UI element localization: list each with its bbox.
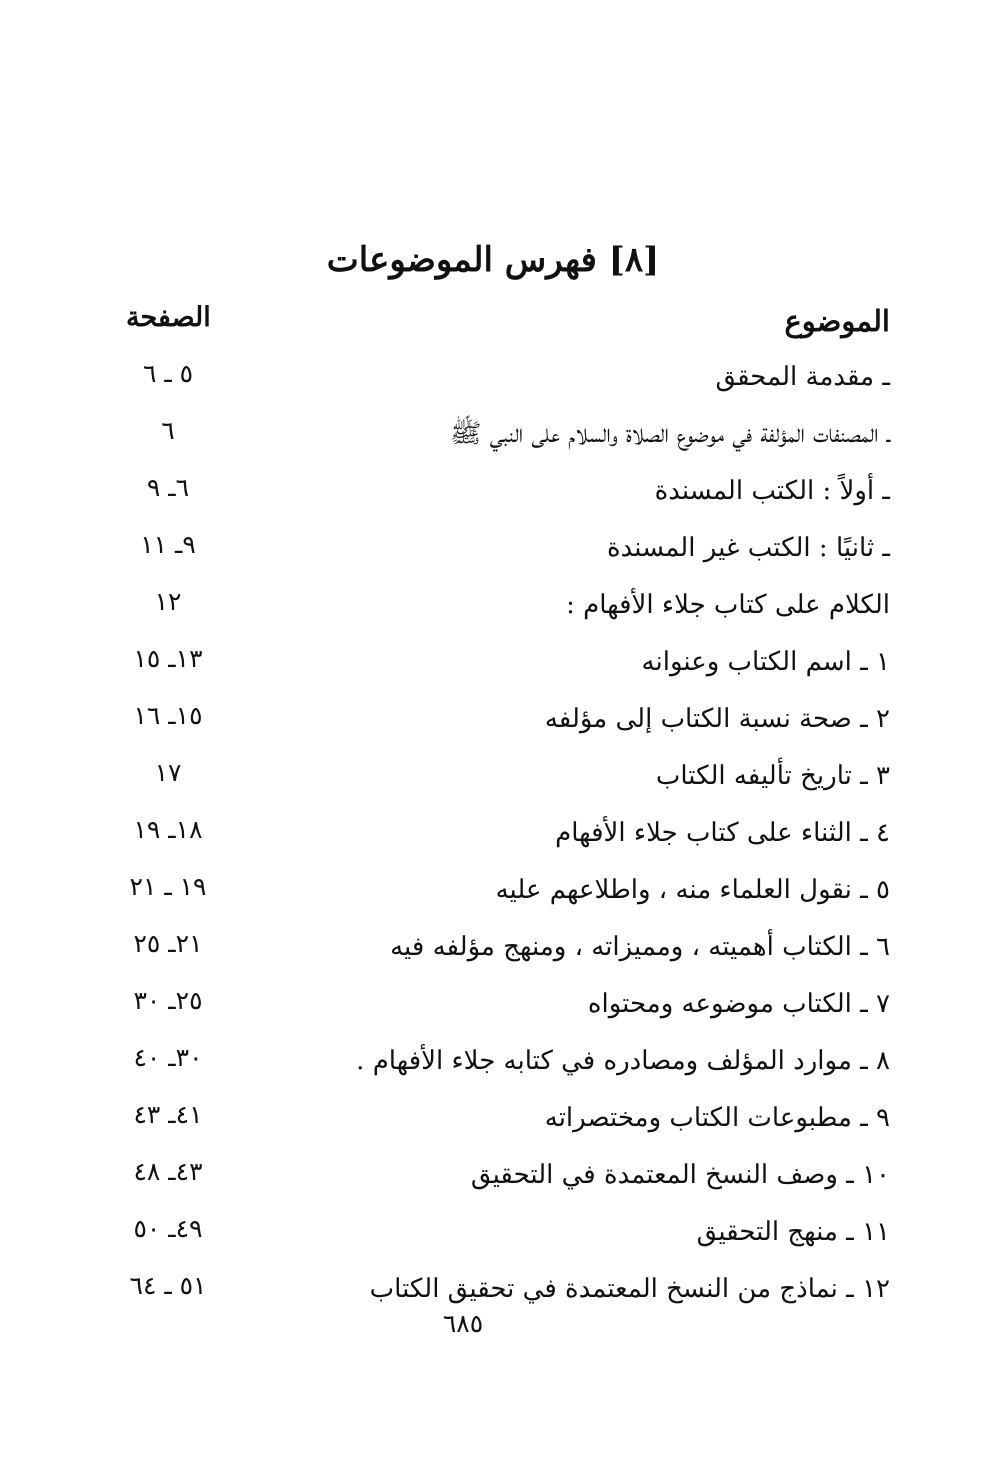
toc-header: [118, 298, 890, 348]
toc-page-range: ١٧: [154, 758, 182, 787]
toc-row: [118, 1148, 890, 1205]
page-number: ٦٨٥: [442, 1309, 484, 1338]
toc-topic: ١٠ ـ وصف النسخ المعتمدة في التحقيق: [470, 1160, 890, 1190]
toc-topic: ـ ثانيًا : الكتب غير المسندة: [606, 533, 890, 563]
toc-row: [118, 977, 890, 1034]
toc-row: [118, 407, 890, 464]
toc-topic: ٥ ـ نقول العلماء منه ، واطلاعهم عليه: [495, 875, 890, 905]
toc-topic: ٦ ـ الكتاب أهميته ، ومميزاته ، ومنهج مؤلفه فيه: [390, 932, 890, 962]
toc-list: [118, 350, 890, 1319]
toc-row: [118, 578, 890, 635]
toc-topic: ـ مقدمة المحقق: [715, 362, 890, 392]
toc-row: [118, 920, 890, 977]
toc-page-range: ٢١ـ ٢٥: [133, 929, 203, 958]
toc-page-range: ١٢: [154, 587, 182, 616]
toc-page-range: ٦: [161, 416, 175, 445]
column-header-topic: الموضوع: [784, 304, 890, 338]
toc-topic: الكلام على كتاب جلاء الأفهام :: [566, 590, 890, 620]
toc-topic: ٩ ـ مطبوعات الكتاب ومختصراته: [544, 1103, 890, 1133]
toc-topic: ٢ ـ صحة نسبة الكتاب إلى مؤلفه: [544, 704, 890, 734]
toc-page-range: ١٨ـ ١٩: [133, 815, 203, 844]
toc-page-range: ٤١ـ ٤٣: [133, 1100, 203, 1129]
toc-topic: ١ ـ اسم الكتاب وعنوانه: [641, 647, 890, 677]
toc-page-range: ٩ـ ١١: [140, 530, 196, 559]
toc-page-range: ٦ـ ٩: [146, 473, 190, 502]
toc-page-range: ١٩ ـ ٢١: [129, 872, 207, 901]
toc-row: [118, 1034, 890, 1091]
toc-topic: ٤ ـ الثناء على كتاب جلاء الأفهام: [555, 818, 890, 848]
toc-row: [118, 692, 890, 749]
toc-topic: ٣ ـ تاريخ تأليفه الكتاب: [655, 761, 890, 791]
toc-page-range: ١٣ـ ١٥: [133, 644, 203, 673]
toc-row: [118, 749, 890, 806]
page-title: [٨] فهرس الموضوعات: [326, 240, 660, 280]
toc-page-range: ٢٥ـ ٣٠: [133, 986, 203, 1015]
toc-row: [118, 863, 890, 920]
toc-row: [118, 1205, 890, 1262]
toc-page-range: ٥١ ـ ٦٤: [129, 1271, 207, 1300]
toc-row: [118, 1091, 890, 1148]
toc-page-range: ٤٣ـ ٤٨: [133, 1157, 203, 1186]
toc-topic: ١١ ـ منهج التحقيق: [696, 1217, 890, 1247]
toc-row: [118, 635, 890, 692]
toc-topic: ـ أولاً : الكتب المسندة: [654, 476, 890, 506]
toc-topic: ٨ ـ موارد المؤلف ومصادره في كتابه جلاء الأفهام .: [356, 1046, 890, 1076]
toc-row: [118, 464, 890, 521]
toc-row: [118, 350, 890, 407]
toc-topic: ٧ ـ الكتاب موضوعه ومحتواه: [587, 989, 890, 1019]
toc-row: [118, 806, 890, 863]
toc-row: [118, 521, 890, 578]
toc-topic: ـ المصنفات المؤلفة في موضوع الصلاة والسلام على النبي ﷺ: [449, 419, 890, 449]
toc-page-range: ٥ ـ ٦: [142, 359, 194, 388]
toc-page-range: ٣٠ـ ٤٠: [133, 1043, 203, 1072]
toc-page-range: ٤٩ـ ٥٠: [133, 1214, 203, 1243]
toc-page-range: ١٥ـ ١٦: [133, 701, 203, 730]
toc-topic: ١٢ ـ نماذج من النسخ المعتمدة في تحقيق الكتاب: [369, 1274, 890, 1304]
column-header-page: الصفحة: [126, 302, 211, 333]
